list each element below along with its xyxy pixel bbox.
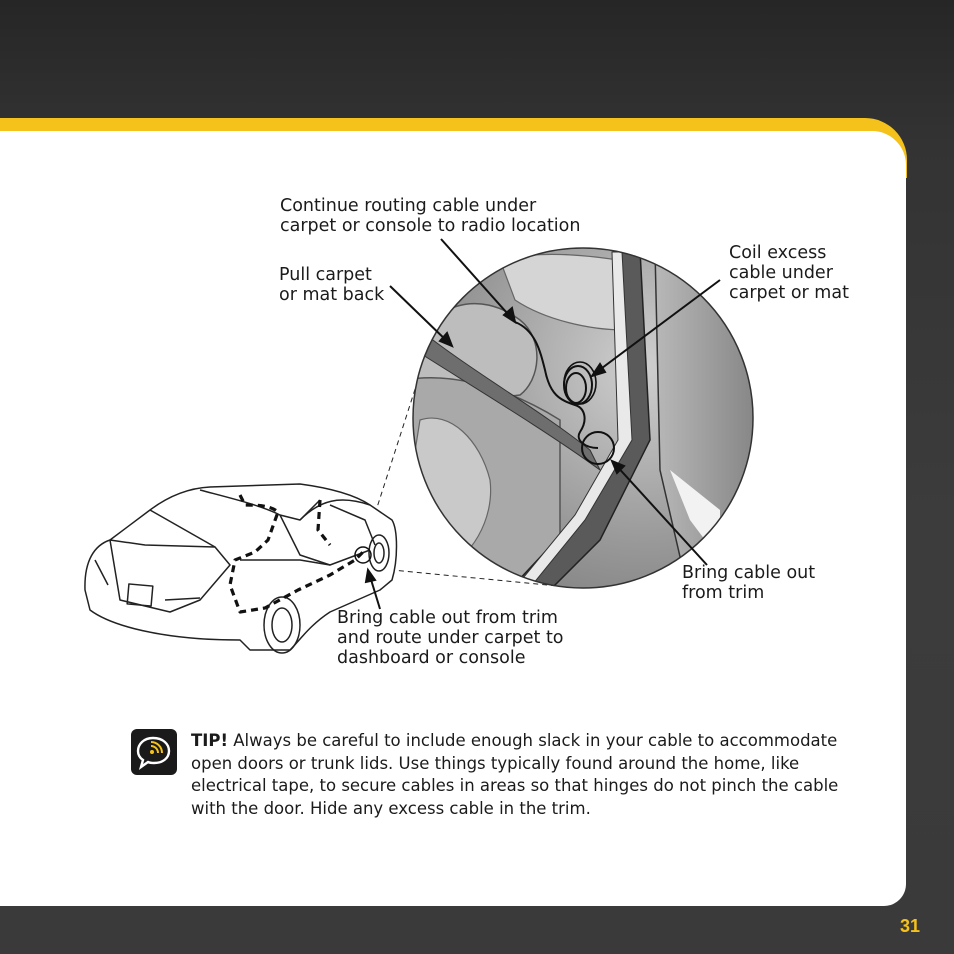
label-line: Pull carpet bbox=[279, 265, 372, 285]
label-line: Bring cable out from trim bbox=[337, 608, 558, 628]
label-bring-out-route bbox=[337, 608, 564, 668]
magnified-detail bbox=[405, 240, 780, 600]
content-panel bbox=[0, 131, 906, 906]
tip-body: Always be careful to include enough slack in your cable to accommodate open doors or trunk lids. Use things typically found around the home, like electrical tape, to secure cables in areas so that hinges do not pinch the cable with the door. Hide any excess cable in the trim. bbox=[191, 731, 839, 818]
tip-label: TIP! bbox=[191, 731, 229, 750]
label-line: cable under bbox=[729, 263, 833, 283]
label-bring-out-trim bbox=[682, 563, 815, 603]
label-line: Coil excess bbox=[729, 243, 827, 263]
label-line: or mat back bbox=[279, 285, 385, 305]
label-line: Bring cable out bbox=[682, 563, 816, 583]
tip-text bbox=[191, 730, 871, 820]
label-line: carpet or console to radio location bbox=[280, 216, 581, 236]
page-number: 31 bbox=[899, 916, 920, 936]
label-line: dashboard or console bbox=[337, 648, 526, 668]
label-line: from trim bbox=[682, 583, 765, 603]
label-continue-routing bbox=[280, 196, 580, 236]
label-coil-excess bbox=[729, 243, 849, 303]
label-line: and route under carpet to bbox=[337, 628, 564, 648]
label-pull-carpet bbox=[279, 265, 384, 305]
label-line: Continue routing cable under bbox=[280, 196, 537, 216]
label-line: carpet or mat bbox=[729, 283, 849, 303]
tip-speech-bubble-icon bbox=[131, 729, 177, 775]
